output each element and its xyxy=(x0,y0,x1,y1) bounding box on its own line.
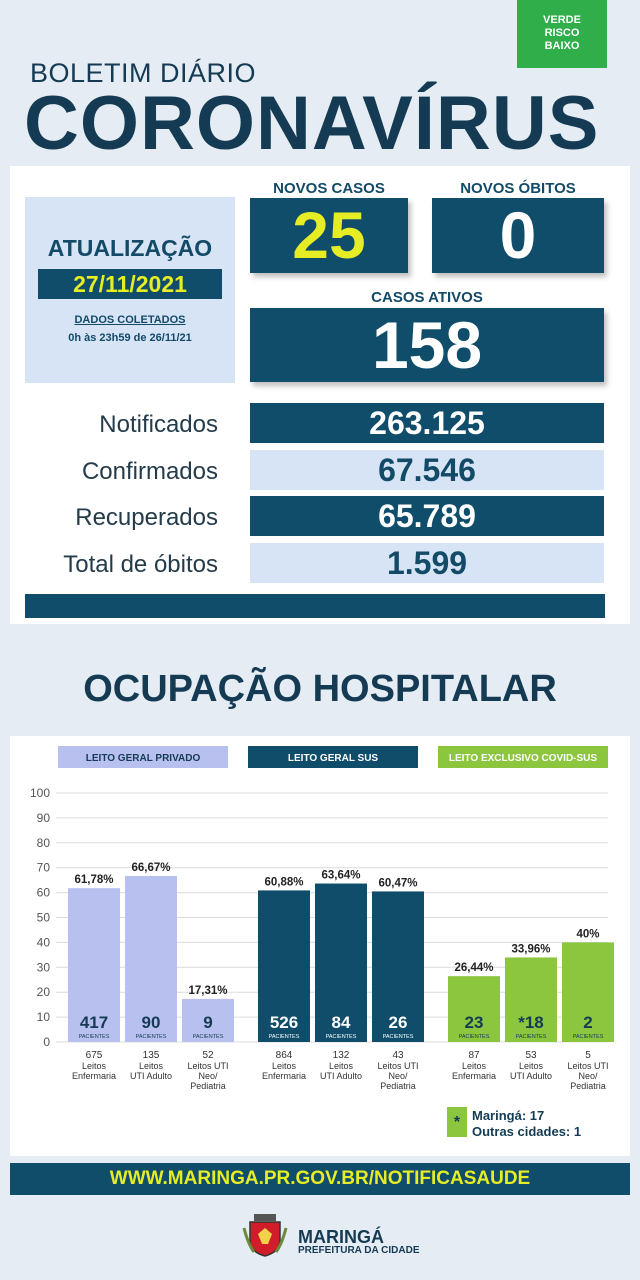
update-label: ATUALIZAÇÃO xyxy=(47,235,213,261)
bar-bed-type: Neo/ xyxy=(388,1071,408,1081)
bar-bed-type: Enfermaria xyxy=(261,1071,307,1081)
city-brand-subtitle: PREFEITURA DA CIDADE xyxy=(298,1245,420,1256)
stat-label-confirmed: Confirmados xyxy=(81,458,218,485)
y-tick-label: 30 xyxy=(36,960,50,975)
bar-patients-word: PACIENTES xyxy=(515,1034,547,1040)
y-tick-label: 40 xyxy=(36,935,50,950)
bar-bed-type: Pediatria xyxy=(380,1081,416,1091)
bar-beds-count: 5 xyxy=(585,1050,591,1061)
legend-maringa: Maringá: 17 xyxy=(472,1108,545,1123)
bar-percent-label: 60,47% xyxy=(378,877,418,890)
bar-patients-value: 90 xyxy=(141,1013,161,1032)
update-date: 27/11/2021 xyxy=(38,269,222,299)
hospital-section-title: OCUPAÇÃO HOSPITALAR xyxy=(83,668,557,710)
y-tick-label: 100 xyxy=(29,786,50,800)
y-tick-label: 70 xyxy=(36,860,50,875)
bar-bed-type: Pediatria xyxy=(570,1081,606,1091)
bar-beds-count: 43 xyxy=(392,1050,404,1061)
bar-patients-word: PACIENTES xyxy=(458,1034,490,1040)
bar-beds-count: 132 xyxy=(332,1050,350,1061)
bar-patients-word: PACIENTES xyxy=(268,1034,300,1040)
bar-bed-type: UTI Adulto xyxy=(129,1071,173,1081)
bar-bed-type: Leitos xyxy=(138,1061,164,1071)
bar-bed-type: Enfermaria xyxy=(451,1071,497,1081)
bar-bed-type: UTI Adulto xyxy=(509,1071,553,1081)
bar-percent-label: 61,78% xyxy=(74,874,114,887)
bar-patients-word: PACIENTES xyxy=(135,1034,167,1040)
bar-bed-type: Enfermaria xyxy=(71,1071,117,1081)
bar-bed-type: Pediatria xyxy=(190,1081,226,1091)
bar-bed-type: Leitos xyxy=(271,1061,297,1071)
bar-beds-count: 87 xyxy=(468,1050,480,1061)
bar-patients-word: PACIENTES xyxy=(325,1034,357,1040)
stat-value-recovered: 65.789 xyxy=(250,496,604,536)
y-tick-label: 90 xyxy=(36,810,50,825)
card-footer-bar xyxy=(25,594,605,618)
bar-bed-type: Neo/ xyxy=(198,1071,218,1081)
bar-beds-count: 53 xyxy=(525,1050,537,1061)
bar-beds-count: 135 xyxy=(142,1050,160,1061)
bar-bed-type: UTI Adulto xyxy=(319,1071,363,1081)
bar-beds-count: 675 xyxy=(85,1050,103,1061)
bar-bed-type: Leitos xyxy=(518,1061,544,1071)
bulletin-title: CORONAVÍRUS xyxy=(24,81,600,166)
stat-value-deaths: 1.599 xyxy=(250,543,604,583)
group-header-label: LEITO GERAL SUS xyxy=(287,753,379,764)
y-tick-label: 20 xyxy=(36,985,50,1000)
bar-patients-value: 9 xyxy=(203,1013,213,1032)
stat-value-confirmed: 67.546 xyxy=(250,450,604,490)
bar-bed-type: Leitos UTI xyxy=(377,1061,419,1071)
new-cases-label: NOVOS CASOS xyxy=(273,180,385,197)
risk-line2: RISCO xyxy=(544,27,580,39)
group-header-label: LEITO EXCLUSIVO COVID-SUS xyxy=(448,753,598,764)
bar-patients-word: PACIENTES xyxy=(78,1034,110,1040)
bar-patients-value: 23 xyxy=(464,1013,484,1032)
bar-percent-label: 60,88% xyxy=(264,876,304,889)
bar-bed-type: Leitos xyxy=(81,1061,107,1071)
risk-line3: BAIXO xyxy=(544,40,580,52)
bar-bed-type: Neo/ xyxy=(578,1071,598,1081)
bar-bed-type: Leitos xyxy=(328,1061,354,1071)
data-collected-note: DADOS COLETADOS xyxy=(74,314,186,326)
bar-patients-word: PACIENTES xyxy=(382,1034,414,1040)
bar-percent-label: 26,44% xyxy=(454,962,494,975)
bar-patients-value: 84 xyxy=(331,1013,351,1032)
bulletin-subtitle: BOLETIM DIÁRIO xyxy=(30,58,257,88)
stat-label-deaths: Total de óbitos xyxy=(63,551,218,578)
city-brand: MARINGÁ xyxy=(298,1227,384,1247)
bar-percent-label: 63,64% xyxy=(321,869,361,882)
stat-label-notified: Notificados xyxy=(99,411,218,438)
bar-percent-label: 40% xyxy=(576,928,600,941)
legend-other-cities: Outras cidades: 1 xyxy=(472,1124,582,1139)
y-tick-label: 50 xyxy=(36,910,50,925)
bar xyxy=(448,976,500,1042)
bar-percent-label: 33,96% xyxy=(511,943,551,956)
bar-beds-count: 864 xyxy=(275,1050,293,1061)
city-coat-of-arms-icon xyxy=(240,1212,290,1258)
bar-bed-type: Leitos UTI xyxy=(187,1061,229,1071)
bar-patients-value: 417 xyxy=(79,1013,109,1032)
bar-beds-count: 52 xyxy=(202,1050,214,1061)
update-panel xyxy=(25,197,235,383)
notification-url-link[interactable]: WWW.MARINGA.PR.GOV.BR/NOTIFICASAUDE xyxy=(10,1163,630,1195)
group-header-label: LEITO GERAL PRIVADO xyxy=(85,753,201,764)
active-cases-label: CASOS ATIVOS xyxy=(371,289,483,306)
risk-badge xyxy=(517,0,607,68)
bar-patients-value: *18 xyxy=(518,1013,544,1032)
hospital-occupancy-chart xyxy=(10,736,630,1156)
stat-value-notified: 263.125 xyxy=(250,403,604,443)
active-cases-value: 158 xyxy=(250,308,604,382)
new-deaths-value: 0 xyxy=(432,198,604,273)
bar-patients-word: PACIENTES xyxy=(572,1034,604,1040)
y-tick-label: 10 xyxy=(36,1010,50,1025)
asterisk-legend xyxy=(472,1108,581,1140)
data-collected-range: 0h às 23h59 de 26/11/21 xyxy=(68,332,192,344)
bar-patients-value: 26 xyxy=(388,1013,408,1032)
bar-percent-label: 17,31% xyxy=(188,984,228,997)
bar-patients-value: 2 xyxy=(583,1013,593,1032)
y-tick-label: 80 xyxy=(36,835,50,850)
new-deaths-label: NOVOS ÓBITOS xyxy=(460,180,576,197)
asterisk-legend-marker: * xyxy=(447,1107,467,1137)
bar-bed-type: Leitos UTI xyxy=(567,1061,609,1071)
bar-patients-value: 526 xyxy=(269,1013,299,1032)
bar-patients-word: PACIENTES xyxy=(192,1034,224,1040)
risk-line1: VERDE xyxy=(543,14,581,26)
y-tick-label: 0 xyxy=(43,1035,50,1049)
bar-percent-label: 66,67% xyxy=(131,861,171,874)
new-cases-value: 25 xyxy=(250,198,408,273)
y-tick-label: 60 xyxy=(36,885,50,900)
bar-bed-type: Leitos xyxy=(461,1061,487,1071)
stat-label-recovered: Recuperados xyxy=(75,504,218,531)
